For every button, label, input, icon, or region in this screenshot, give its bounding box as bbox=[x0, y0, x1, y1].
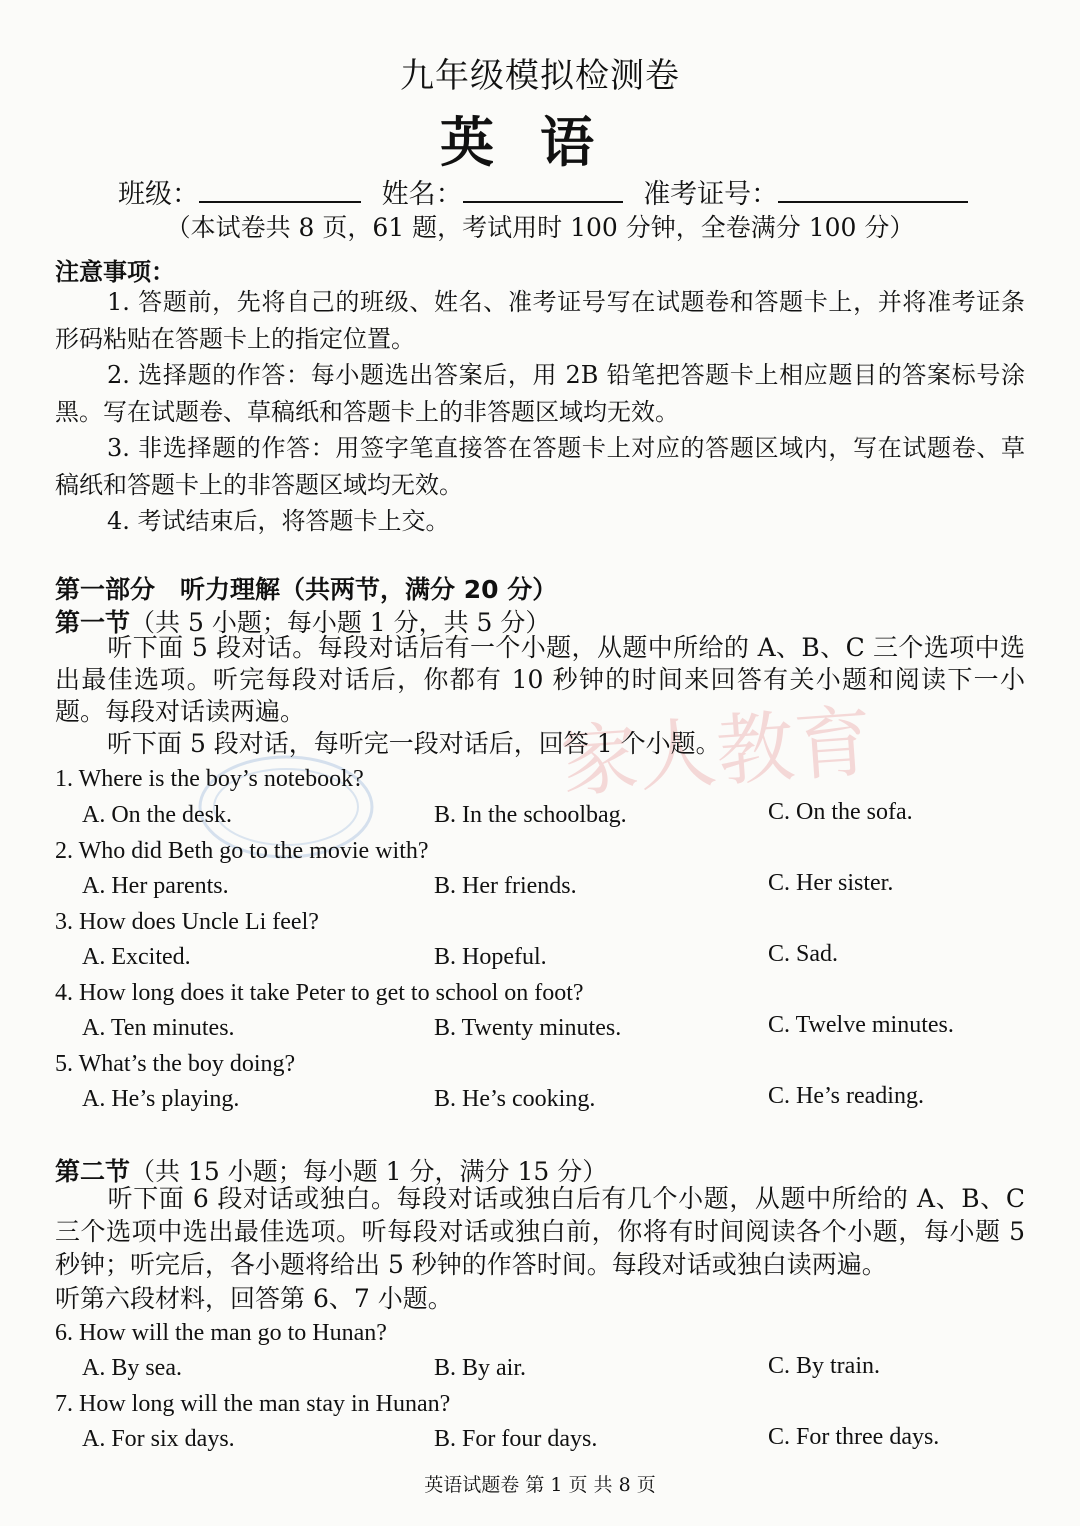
question-1-option-b: B. In the schoolbag. bbox=[434, 802, 627, 828]
exam-meta: （本试卷共 8 页，61 题，考试用时 100 分钟，全卷满分 100 分） bbox=[165, 213, 915, 242]
part1-heading: 第一部分 听力理解（共两节，满分 20 分） bbox=[55, 575, 558, 604]
question-5-option-b: B. He’s cooking. bbox=[434, 1086, 596, 1112]
question-3-option-b: B. Hopeful. bbox=[434, 944, 547, 970]
id-field[interactable] bbox=[778, 179, 968, 203]
class-field[interactable] bbox=[199, 179, 361, 203]
watermark-text: 家人教育 bbox=[557, 697, 876, 809]
name-field[interactable] bbox=[463, 179, 623, 203]
question-6-option-b: B. By air. bbox=[434, 1355, 527, 1381]
class-label: 班级： bbox=[118, 179, 199, 210]
question-3: 3. How does Uncle Li feel? bbox=[55, 909, 319, 935]
name-label: 姓名： bbox=[381, 179, 463, 210]
question-4-option-b: B. Twenty minutes. bbox=[434, 1015, 622, 1041]
question-1-option-a: A. On the desk. bbox=[82, 802, 232, 828]
question-4: 4. How long does it take Peter to get to school on foot? bbox=[55, 980, 584, 1006]
question-3-option-c: C. Sad. bbox=[768, 941, 839, 967]
question-5-option-a: A. He’s playing. bbox=[82, 1086, 240, 1112]
exam-title: 九年级模拟检测卷 bbox=[400, 56, 680, 96]
question-5-option-c: C. He’s reading. bbox=[768, 1083, 924, 1109]
subject-title: 英语 bbox=[440, 111, 640, 174]
question-4-option-a: A. Ten minutes. bbox=[82, 1015, 235, 1041]
section2-instruction: 听下面 6 段对话或独白。每段对话或独白后有几个小题，从题中所给的 A、B、C 三个选项中选出最佳选项。听每段对话或独白前，你将有时间阅读各个小题，每小题 5 秒钟；听完后，各小题将给出 5 秒钟的作答时间。每段对话或独白读两遍。 bbox=[55, 1184, 1025, 1279]
notice-item: 4. 考试结束后，将答题卡上交。 bbox=[107, 507, 450, 535]
question-6: 6. How will the man go to Hunan? bbox=[55, 1320, 387, 1346]
question-7: 7. How long will the man stay in Hunan? bbox=[55, 1391, 451, 1417]
page-footer: 英语试题卷 第 1 页 共 8 页 bbox=[424, 1474, 656, 1496]
question-6-option-c: C. By train. bbox=[768, 1353, 880, 1379]
section1-heading: 第一节（共 5 小题；每小题 1 分，共 5 分） bbox=[55, 608, 551, 637]
question-7-option-a: A. For six days. bbox=[82, 1426, 235, 1452]
question-1-option-c: C. On the sofa. bbox=[768, 799, 913, 825]
question-7-option-c: C. For three days. bbox=[768, 1424, 940, 1450]
notice-item: 2. 选择题的作答：每小题选出答案后，用 2B 铅笔把答题卡上相应题目的答案标号涂黑。写在试题卷、草稿纸和答题卡上的非答题区域均无效。 bbox=[55, 361, 1025, 426]
question-2-option-a: A. Her parents. bbox=[82, 873, 229, 899]
question-7-option-b: B. For four days. bbox=[434, 1426, 598, 1452]
question-2: 2. Who did Beth go to the movie with? bbox=[55, 838, 429, 864]
question-4-option-c: C. Twelve minutes. bbox=[768, 1012, 954, 1038]
section1-instruction: 听下面 5 段对话。每段对话后有一个小题，从题中所给的 A、B、C 三个选项中选出最佳选项。听完每段对话后，你都有 10 秒钟的时间来回答有关小题和阅读下一小题。每段对话读两遍。 bbox=[55, 633, 1025, 726]
question-2-option-c: C. Her sister. bbox=[768, 870, 894, 896]
section1-instruction-2: 听下面 5 段对话，每听完一段对话后，回答 1 个小题。 bbox=[107, 729, 721, 758]
notice-item: 1. 答题前，先将自己的班级、姓名、准考证号写在试题卷和答题卡上，并将准考证条形码粘贴在答题卡上的指定位置。 bbox=[55, 288, 1025, 353]
notice-heading: 注意事项： bbox=[55, 258, 175, 286]
id-label: 准考证号： bbox=[643, 179, 779, 210]
question-1: 1. Where is the boy’s notebook? bbox=[55, 766, 364, 792]
question-6-option-a: A. By sea. bbox=[82, 1355, 182, 1381]
section2-heading: 第二节（共 15 小题；每小题 1 分，满分 15 分） bbox=[55, 1157, 608, 1186]
student-info-row bbox=[118, 172, 968, 211]
section2-instruction-2: 听第六段材料，回答第 6、7 小题。 bbox=[55, 1284, 453, 1313]
notice-item: 3. 非选择题的作答：用签字笔直接答在答题卡上对应的答题区域内，写在试题卷、草稿纸和答题卡上的非答题区域均无效。 bbox=[55, 434, 1025, 499]
question-2-option-b: B. Her friends. bbox=[434, 873, 577, 899]
question-5: 5. What’s the boy doing? bbox=[55, 1051, 296, 1077]
question-3-option-a: A. Excited. bbox=[82, 944, 191, 970]
